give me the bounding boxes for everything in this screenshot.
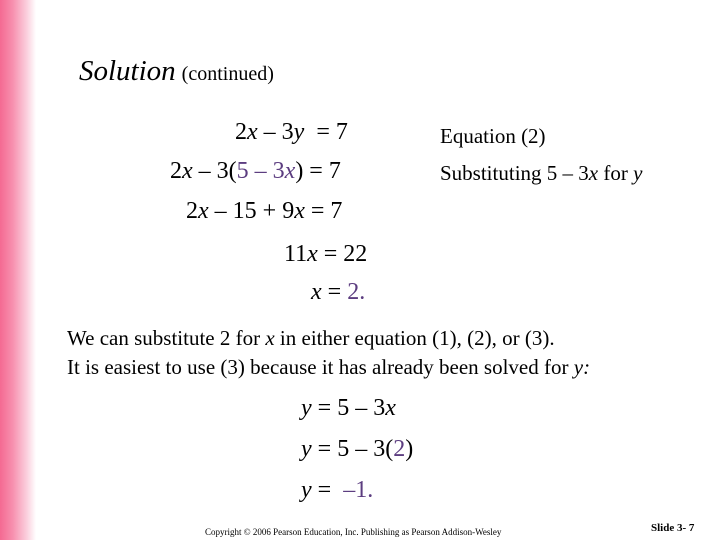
substituted-expression: 5 – 3 [236, 158, 285, 184]
var: y [301, 395, 312, 421]
copyright-footer: Copyright © 2006 Pearson Education, Inc. Publishing as Pearson Addison-Wesley [205, 527, 502, 537]
text: ) [405, 436, 414, 462]
text: – 3 [257, 119, 294, 145]
text: We can substitute 2 for [67, 326, 266, 350]
text: = 22 [317, 241, 368, 267]
text: 2 [235, 119, 247, 145]
text: – 15 + 9 [208, 198, 295, 224]
var: y [633, 161, 643, 185]
var: y: [573, 355, 591, 379]
var: x [385, 395, 396, 421]
var: x [307, 241, 318, 267]
text: = 5 – 3 [311, 395, 386, 421]
text: = 7 [304, 119, 348, 145]
text: – 3( [192, 158, 237, 184]
step-line-5 [311, 279, 365, 306]
var: y [301, 477, 312, 503]
paragraph-line-2 [67, 355, 590, 380]
text: for [598, 161, 634, 185]
text: = [321, 279, 348, 305]
slide-number: Slide 3- 7 [651, 522, 695, 534]
text: = [311, 477, 344, 503]
text: Substituting 5 – 3 [440, 161, 589, 185]
text: ) = 7 [295, 158, 341, 184]
note-substituting [440, 161, 642, 186]
var: x [588, 161, 599, 185]
text: 2 [170, 158, 182, 184]
var: x [311, 279, 322, 305]
text: It is easiest to use (3) because it has already been solved for [67, 355, 574, 379]
result-line-2 [301, 436, 413, 463]
var: x [198, 198, 209, 224]
var: y [301, 436, 312, 462]
step-line-4 [284, 241, 367, 268]
var: y [293, 119, 305, 145]
note-equation-2: Equation (2) [440, 124, 546, 148]
substituted-value: 2 [393, 436, 406, 462]
title-main: Solution [79, 55, 176, 87]
paragraph-line-1 [67, 326, 555, 351]
slide-title [79, 55, 274, 88]
solution-value: 2 [347, 279, 360, 305]
var: x [265, 326, 275, 350]
final-value: –1 [343, 477, 368, 503]
text: 11 [284, 241, 308, 267]
result-line-3 [301, 477, 373, 504]
title-sub: (continued) [181, 63, 274, 85]
step-line-2 [170, 158, 341, 185]
text: . [367, 477, 374, 503]
substituted-var: x [284, 158, 296, 184]
var: x [182, 158, 193, 184]
step-line-3 [186, 198, 342, 225]
text: = 5 – 3( [311, 436, 394, 462]
text: 2 [186, 198, 198, 224]
var: x [247, 119, 258, 145]
var: x [294, 198, 305, 224]
step-line-1 [235, 119, 348, 146]
text: in either equation (1), (2), or (3). [274, 326, 555, 350]
text: . [359, 279, 366, 305]
text: = 7 [304, 198, 343, 224]
result-line-1 [301, 395, 396, 422]
decorative-side-bar [0, 0, 36, 540]
